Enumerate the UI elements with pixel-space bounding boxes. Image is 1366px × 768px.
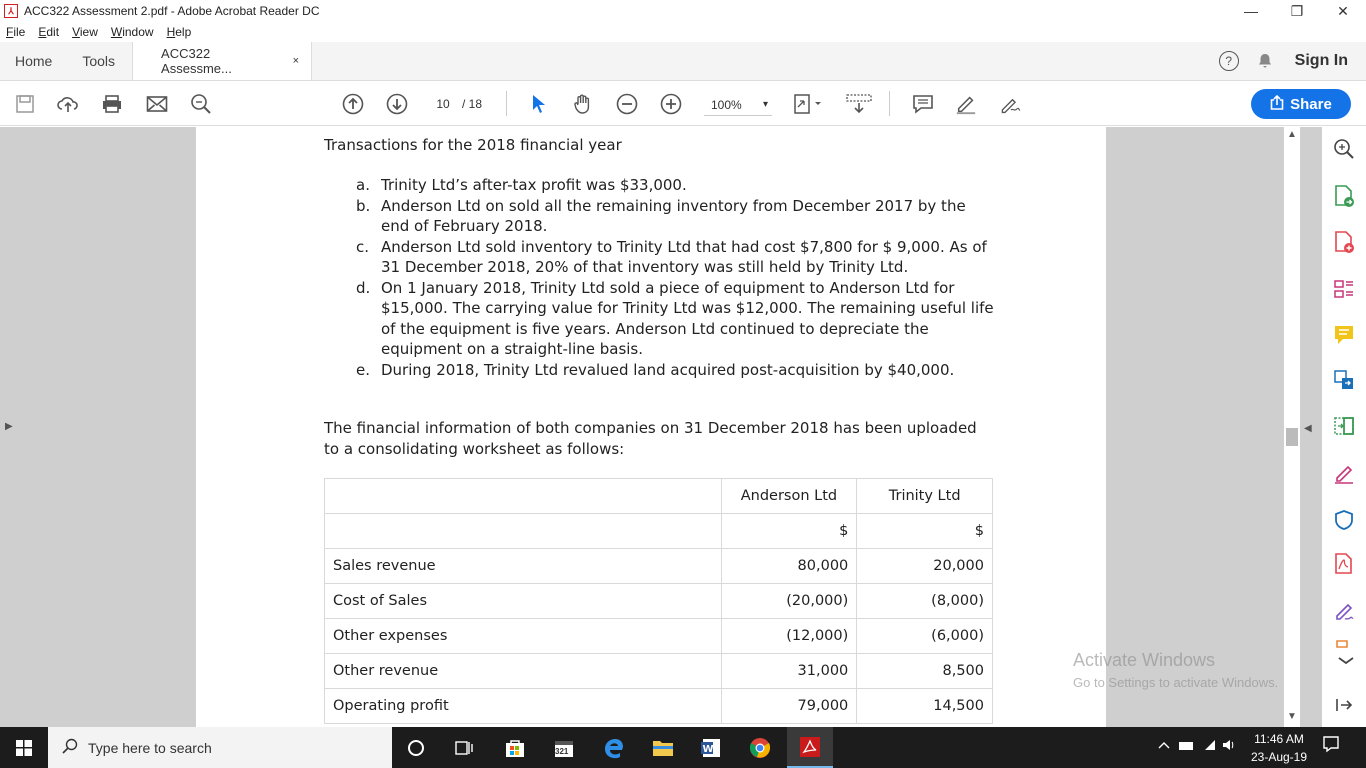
share-button[interactable] <box>1251 89 1351 119</box>
compress-pdf-icon[interactable] <box>1332 414 1356 438</box>
table-row <box>325 689 993 724</box>
table-header-cell: Trinity Ltd <box>857 479 993 514</box>
email-icon[interactable] <box>146 93 168 115</box>
menu-view[interactable]: View <box>72 25 98 39</box>
table-header-cell: Anderson Ltd <box>721 479 857 514</box>
clock-date: 23-Aug-19 <box>1250 750 1308 764</box>
windows-start-icon[interactable] <box>0 727 48 768</box>
menu-edit[interactable]: Edit <box>38 25 60 39</box>
list-item-text: Anderson Ltd sold inventory to Trinity Ltd that had cost $7,800 for $ 9,000. As of 31 December 2018, 20% of that inventory was still held by Trinity Ltd. <box>381 237 987 276</box>
table-cell: Other revenue <box>325 654 722 689</box>
chrome-icon[interactable] <box>747 735 773 761</box>
zoom-out-icon[interactable] <box>616 93 638 115</box>
watermark-subtitle: Go to Settings to activate Windows. <box>1073 675 1279 690</box>
scroll-up-icon[interactable]: ▲ <box>1287 129 1297 140</box>
search-placeholder: Type here to search <box>88 739 212 756</box>
table-cell: $ <box>857 514 993 549</box>
svg-text:W: W <box>702 744 714 755</box>
organize-pages-icon[interactable] <box>1332 277 1356 301</box>
zoom-search-icon[interactable] <box>1332 137 1356 161</box>
list-item <box>356 237 996 278</box>
print-icon[interactable] <box>101 93 123 115</box>
comment-icon[interactable] <box>912 93 934 115</box>
list-item-label: d. <box>356 278 371 297</box>
notification-bell-icon[interactable] <box>1257 53 1273 69</box>
protect-shield-icon[interactable] <box>1332 508 1356 532</box>
table-cell: 20,000 <box>857 549 993 584</box>
table-cell: 14,500 <box>857 689 993 724</box>
collapse-panel-icon[interactable] <box>1332 693 1356 717</box>
table-cell: (20,000) <box>721 584 857 619</box>
sign-in-button[interactable]: Sign In <box>1294 52 1348 69</box>
table-cell: (8,000) <box>857 584 993 619</box>
transaction-list <box>356 175 996 380</box>
next-page-icon[interactable] <box>386 93 408 115</box>
find-zoom-icon[interactable] <box>190 93 212 115</box>
clock-time: 11:46 AM <box>1254 732 1304 746</box>
list-item-text: Trinity Ltd’s after-tax profit was $33,000. <box>381 176 687 194</box>
taskbar-search-input[interactable] <box>48 727 392 768</box>
table-cell: 8,500 <box>857 654 993 689</box>
table-row <box>325 654 993 689</box>
menu-window[interactable]: Window <box>110 25 154 39</box>
search-icon <box>62 738 78 758</box>
window-controls <box>1228 0 1366 22</box>
edit-pdf-icon[interactable] <box>1332 552 1356 576</box>
hand-tool-icon[interactable] <box>572 93 594 115</box>
list-item-label: c. <box>356 237 370 256</box>
pdf-page <box>196 127 1106 727</box>
table-cell <box>325 514 722 549</box>
acrobat-taskbar-icon[interactable] <box>787 727 833 768</box>
toolbar-divider <box>506 91 507 116</box>
task-view-icon[interactable] <box>451 735 477 761</box>
list-item-label: b. <box>356 196 371 215</box>
table-units-row <box>325 514 993 549</box>
highlight-pen-icon[interactable] <box>955 93 977 115</box>
list-item-text: During 2018, Trinity Ltd revalued land acquired post-acquisition by $40,000. <box>381 360 955 379</box>
list-item-text: Anderson Ltd on sold all the remaining inventory from December 2017 by the end of February 2018. <box>381 196 966 235</box>
table-cell: 80,000 <box>721 549 857 584</box>
word-icon[interactable] <box>698 735 724 761</box>
menu-bar <box>0 22 1366 42</box>
menu-help[interactable]: Help <box>166 25 192 39</box>
minimize-button[interactable]: — <box>1244 3 1258 19</box>
fill-sign-icon[interactable] <box>1332 461 1356 485</box>
file-explorer-icon[interactable] <box>650 735 676 761</box>
select-cursor-icon[interactable] <box>528 93 550 115</box>
action-center-icon[interactable] <box>1322 735 1340 758</box>
vertical-scrollbar[interactable] <box>1284 127 1300 727</box>
table-cell: Cost of Sales <box>325 584 722 619</box>
list-item <box>356 175 996 196</box>
table-row <box>325 549 993 584</box>
save-icon[interactable] <box>14 93 36 115</box>
table-cell: 31,000 <box>721 654 857 689</box>
worksheet-intro: The financial information of both companies on 31 December 2018 has been uploaded to a consolidating worksheet as follows: <box>324 419 977 458</box>
list-item <box>356 278 996 360</box>
system-clock[interactable] <box>1244 730 1314 766</box>
share-icon <box>1270 95 1284 113</box>
table-cell: Operating profit <box>325 689 722 724</box>
comment-tool-icon[interactable] <box>1332 323 1356 347</box>
previous-page-icon[interactable] <box>342 93 364 115</box>
toolbar-divider <box>889 91 890 116</box>
list-item-label: e. <box>356 360 370 379</box>
page-total: / 18 <box>462 97 483 111</box>
edge-browser-icon[interactable] <box>601 735 627 761</box>
table-cell: (6,000) <box>857 619 993 654</box>
watermark-title: Activate Windows <box>1073 650 1216 670</box>
table-cell: $ <box>721 514 857 549</box>
table-row <box>325 619 993 654</box>
window-title: ACC322 Assessment 2.pdf - Adobe Acrobat Reader DC <box>24 4 320 18</box>
title-bar <box>0 0 1366 22</box>
more-tools-icon[interactable] <box>1332 642 1356 666</box>
financial-table <box>324 478 993 724</box>
list-item-text: On 1 January 2018, Trinity Ltd sold a piece of equipment to Anderson Ltd for $15,000. The carrying value for Trinity Ltd was $12,000. The remaining useful life of the equipment is five years. Anderson Ltd continued to depreciate the equipment on a straight-line basis. <box>381 278 994 358</box>
right-tools-panel <box>1322 127 1366 727</box>
tab-document-label: ACC322 Assessme... <box>161 46 232 76</box>
table-cell: 79,000 <box>721 689 857 724</box>
export-pdf-icon[interactable] <box>1332 184 1356 208</box>
sign-pen-icon[interactable] <box>999 93 1021 115</box>
table-cell: (12,000) <box>721 619 857 654</box>
restore-button[interactable]: ❐ <box>1290 2 1304 19</box>
windows-taskbar <box>0 727 1366 768</box>
list-item <box>356 196 996 237</box>
collapse-right-panel-icon[interactable]: ◀ <box>1304 423 1312 434</box>
send-for-signature-icon[interactable] <box>1332 599 1356 623</box>
combine-files-icon[interactable] <box>1332 368 1356 392</box>
scrollbar-thumb[interactable] <box>1286 428 1298 446</box>
table-cell: Sales revenue <box>325 549 722 584</box>
share-label: Share <box>1290 95 1332 113</box>
table-row <box>325 584 993 619</box>
tab-document[interactable] <box>132 42 312 80</box>
scroll-mode-icon[interactable] <box>846 93 872 115</box>
list-item-label: a. <box>356 176 370 194</box>
help-icon[interactable]: ? <box>1219 51 1239 71</box>
toolbar <box>0 81 1366 126</box>
list-item <box>356 360 996 381</box>
create-pdf-icon[interactable] <box>1332 230 1356 254</box>
page-number-input[interactable]: 10 <box>436 97 450 111</box>
system-tray[interactable] <box>1157 737 1237 756</box>
menu-file[interactable]: File <box>6 25 26 39</box>
section-heading: Transactions for the 2018 financial year <box>324 136 622 154</box>
table-header-row <box>325 479 993 514</box>
calendar-badge: 321 <box>555 747 569 756</box>
close-button[interactable]: ✕ <box>1337 2 1349 19</box>
close-tab-icon[interactable]: × <box>292 55 300 67</box>
fit-page-icon[interactable] <box>792 93 824 115</box>
store-icon[interactable] <box>502 735 528 761</box>
table-header-cell <box>325 479 722 514</box>
zoom-in-icon[interactable] <box>660 93 682 115</box>
tab-bar <box>0 42 1366 81</box>
calendar-app-icon[interactable] <box>551 735 577 761</box>
cortana-icon[interactable] <box>403 735 429 761</box>
tab-home[interactable]: Home <box>15 53 53 69</box>
acrobat-app-icon: ⅄ <box>4 4 18 18</box>
upload-cloud-icon[interactable] <box>57 93 79 115</box>
document-workspace[interactable] <box>0 127 1322 727</box>
left-panel-expand-icon[interactable]: ▶ <box>5 421 13 432</box>
tab-tools[interactable]: Tools <box>82 53 116 69</box>
zoom-dropdown[interactable]: 100% ▾ <box>704 94 772 116</box>
scroll-down-icon[interactable]: ▼ <box>1287 711 1297 722</box>
table-cell: Other expenses <box>325 619 722 654</box>
